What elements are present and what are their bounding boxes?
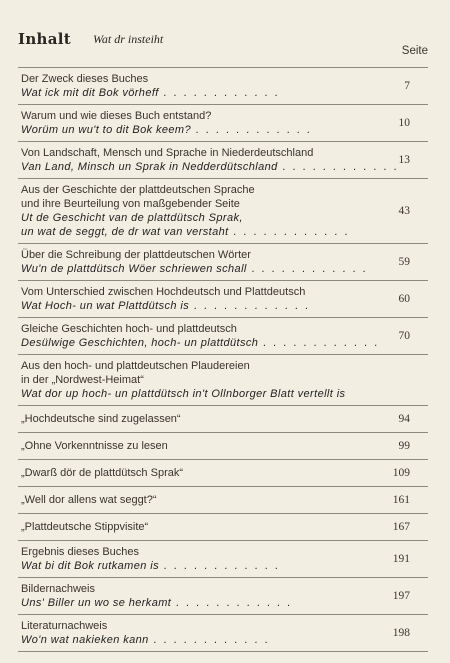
toc-page-number: 60	[398, 293, 410, 305]
toc-entry-platt: Wat bi dit Bok rutkamen is . . . . . . . . . . . .	[21, 560, 281, 572]
toc-entry-heading: „Ohne Vorkenntnisse zu lesen	[21, 440, 168, 452]
toc-entry-platt: Wat ick mit dit Bok vörheff . . . . . . . . . . . .	[21, 87, 281, 99]
toc-page-number: 198	[392, 627, 410, 639]
toc-page-number: 197	[392, 590, 410, 602]
toc-entry[interactable]	[18, 486, 428, 513]
toc-entry[interactable]	[18, 513, 428, 540]
toc-entry-heading: „Plattdeutsche Stippvisite“	[21, 521, 149, 533]
toc-entry-heading: Der Zweck dieses Buches	[21, 73, 149, 85]
toc-entry-platt: Uns' Biller un wo se herkamt . . . . . . . . . . . .	[21, 597, 293, 609]
toc-entry[interactable]	[18, 577, 428, 614]
toc-header	[18, 30, 428, 60]
page-column-label: Seite	[401, 45, 428, 57]
toc-entry-heading: Warum und wie dieses Buch entstand?	[21, 110, 212, 122]
leader-dots: . . . . . . . . . . . .	[277, 161, 400, 173]
toc-page-number: 43	[398, 205, 410, 217]
leader-dots: . . . . . . . . . . . .	[158, 87, 281, 99]
leader-dots: . . . . . . . . . . . .	[189, 300, 311, 312]
toc-entry[interactable]	[18, 540, 428, 577]
toc-entry-heading: und ihre Beurteilung von maßgebender Seite	[21, 198, 240, 210]
leader-dots: . . . . . . . . . . . .	[191, 124, 313, 136]
toc-page-number: 109	[392, 467, 410, 479]
toc-entry[interactable]	[18, 614, 428, 652]
toc-page-number: 7	[404, 80, 410, 92]
toc-entry-heading: Literaturnachweis	[21, 620, 108, 632]
toc-page-number: 99	[398, 440, 410, 452]
toc-page-number: 10	[398, 117, 410, 129]
toc-entry-platt: Van Land, Minsch un Sprak in Nedderdütschland . . . . . . . . . . . .	[21, 161, 400, 173]
toc-entry-platt: Wo'n wat nakieken kann . . . . . . . . . . . .	[21, 634, 271, 646]
toc-entry-heading: „Well dor allens wat seggt?“	[21, 494, 157, 506]
toc-entry[interactable]	[18, 280, 428, 317]
toc-title: Inhalt	[18, 30, 71, 48]
leader-dots: . . . . . . . . . . . .	[258, 337, 380, 349]
toc-entry-heading: „Hochdeutsche sind zugelassen“	[21, 413, 181, 425]
toc-page-number: 191	[392, 553, 410, 565]
toc-entry[interactable]	[18, 317, 428, 354]
toc-entry-heading: Gleiche Geschichten hoch- und plattdeutsch	[21, 323, 237, 335]
leader-dots: . . . . . . . . . . . .	[158, 560, 281, 572]
toc-entry[interactable]	[18, 432, 428, 459]
toc-entry-heading: Vom Unterschied zwischen Hochdeutsch und Plattdeutsch	[21, 286, 306, 298]
toc-entry[interactable]	[18, 141, 428, 178]
toc-page-number: 59	[398, 256, 410, 268]
toc-entry[interactable]	[18, 405, 428, 432]
toc-entry-heading: in der „Nordwest-Heimat“	[21, 374, 144, 386]
toc-entry-platt: Wu'n de plattdütsch Wöer schriewen schall . . . . . . . . . . . .	[21, 263, 369, 275]
toc-entry[interactable]	[18, 354, 428, 405]
leader-dots: . . . . . . . . . . . .	[148, 634, 271, 646]
toc-entry-platt: Desülwige Geschichten, hoch- un plattdütsch . . . . . . . . . . . .	[21, 337, 380, 349]
toc-entry-platt: un wat de seggt, de dr wat van verstaht . . . . . . . . . . . .	[21, 226, 350, 238]
toc-page-number: 161	[392, 494, 410, 506]
toc-entry-heading: Über die Schreibung der plattdeutschen Wörter	[21, 249, 251, 261]
toc-entry[interactable]	[18, 67, 428, 104]
toc-entry-heading: Von Landschaft, Mensch und Sprache in Niederdeutschland	[21, 147, 314, 159]
toc-entry[interactable]	[18, 178, 428, 243]
toc-entry-heading: Aus der Geschichte der plattdeutschen Sprache	[21, 184, 255, 196]
toc-entry[interactable]	[18, 243, 428, 280]
toc-page-number: 13	[398, 154, 410, 166]
toc-entry[interactable]	[18, 104, 428, 141]
toc-page-number: 167	[392, 521, 410, 533]
toc-entry-platt: Wat Hoch- un wat Plattdütsch is . . . . . . . . . . . .	[21, 300, 311, 312]
leader-dots: . . . . . . . . . . . .	[171, 597, 293, 609]
toc-entry[interactable]	[18, 459, 428, 486]
toc-entry-platt: Ut de Geschicht van de plattdütsch Sprak,	[21, 212, 243, 224]
toc-entry-heading: Aus den hoch- und plattdeutschen Plaudereien	[21, 360, 250, 372]
toc-subtitle: Wat dr insteiht	[93, 32, 164, 46]
leader-dots: . . . . . . . . . . . .	[228, 226, 350, 238]
toc-entry-heading: Bildernachweis	[21, 583, 95, 595]
toc-entry-heading: „Dwarß dör de plattdütsch Sprak“	[21, 467, 184, 479]
toc-entry-platt: Wat dor up hoch- un plattdütsch in't Ollnborger Blatt vertellt is	[21, 388, 346, 400]
toc-entry-platt: Worüm un wu't to dit Bok keem? . . . . . . . . . . . .	[21, 124, 313, 136]
toc-page-number: 70	[398, 330, 410, 342]
toc-page-number: 94	[398, 413, 410, 425]
leader-dots: . . . . . . . . . . . .	[246, 263, 369, 275]
toc-list	[18, 67, 428, 652]
toc-entry-heading: Ergebnis dieses Buches	[21, 546, 140, 558]
